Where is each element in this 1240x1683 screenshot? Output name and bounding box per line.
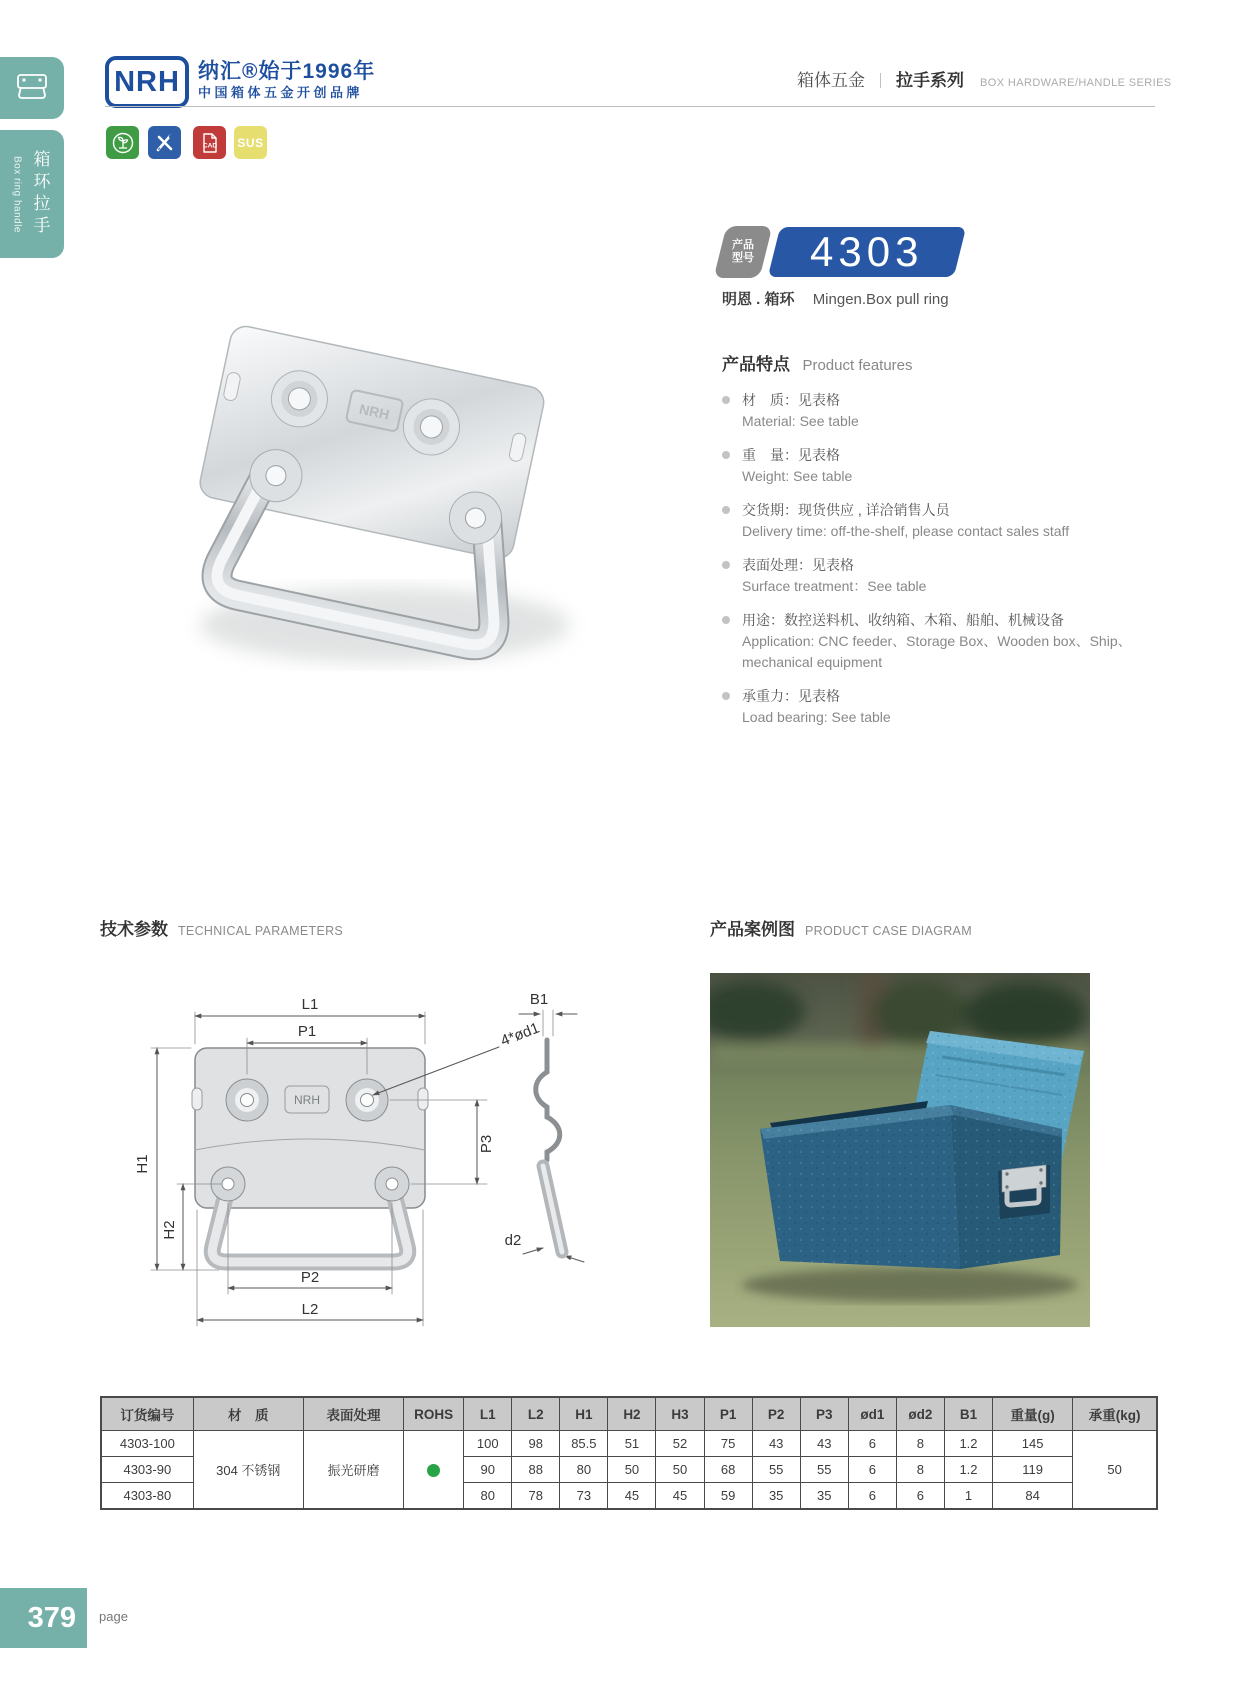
sidebar-category-card: [0, 57, 64, 119]
bullet-dot: [722, 616, 730, 624]
dim-p3: P3: [478, 1134, 495, 1154]
design-tools-icon: [153, 131, 177, 155]
section-technical-parameters: 技术参数 TECHNICAL PARAMETERS: [100, 920, 344, 939]
drawing-stamp: NRH: [294, 1093, 320, 1107]
product-name: [722, 288, 949, 309]
dim-d2: d2: [504, 1232, 522, 1249]
feature-surface: 表面处理：见表格 Surface treatment：See table: [722, 554, 1154, 597]
table-row: 4303-100 304 不锈钢 振光研磨 100 98 85.5 51 52 75 43 43 6 8 1.2 145 50: [101, 1431, 1157, 1457]
dim-h1: H1: [134, 1154, 151, 1174]
spec-table: [100, 1396, 1158, 1510]
page-label: page: [99, 1609, 128, 1624]
design-badge: [148, 126, 181, 159]
header-divider: [105, 106, 1155, 107]
bullet-dot: [722, 451, 730, 459]
model-number-banner: [768, 227, 966, 277]
rohs-cell: [404, 1431, 464, 1510]
table-row: 4303-80 80 78 73 45 45 59 35 35 6 6 1 84: [101, 1483, 1157, 1510]
sidebar-item-box-ring-handle: [0, 130, 64, 258]
sku-cell: 4303-100: [101, 1431, 193, 1457]
feature-application: 用途：数控送料机、收纳箱、木箱、船舶、机械设备 Application: CNC feeder、Storage Box、Wooden box、Ship、mechanical equipment: [722, 609, 1154, 673]
series-separator: ｜: [873, 73, 889, 90]
product-name-cn: 明恩 . 箱环: [722, 291, 795, 308]
features-title-en: Product features: [802, 357, 913, 374]
model-tag-text: 产品 型号: [732, 239, 754, 264]
material-cell: 304 不锈钢: [193, 1431, 303, 1510]
svg-text:CAD: CAD: [202, 142, 217, 149]
sidebar-label-cn: 箱环拉手: [30, 150, 50, 238]
product-photo-handle: [100, 290, 645, 710]
bullet-dot: [722, 396, 730, 404]
table-header-row: 订货编号 材 质 表面处理 ROHS L1 L2 H1 H2 H3 P1 P2 P3 ød1 ød2 B1 重量(g) 承重(kg): [101, 1397, 1157, 1431]
eco-plant-icon: [111, 131, 135, 155]
feature-delivery: 交货期：现货供应 , 详洽销售人员 Delivery time: off-the-shelf, please contact sales staff: [722, 499, 1154, 542]
bullet-dot: [722, 506, 730, 514]
cad-badge: [193, 126, 226, 159]
surface-cell: 振光研磨: [303, 1431, 403, 1510]
series-category: 箱体五金: [797, 71, 865, 90]
series-header: [797, 66, 1172, 91]
sidebar-label-en: Box ring handle: [11, 155, 23, 233]
sku-cell: 4303-90: [101, 1457, 193, 1483]
dim-h2: H2: [161, 1220, 178, 1240]
nrh-logo-text: NRH: [114, 65, 180, 98]
product-name-en: Mingen.Box pull ring: [812, 291, 949, 308]
dim-p1: P1: [297, 1023, 317, 1040]
feature-load: 承重力：见表格 Load bearing: See table: [722, 685, 1154, 728]
model-tag: [714, 226, 773, 278]
dim-hole: 4*ød1: [498, 1019, 542, 1050]
product-features: [722, 350, 1154, 740]
brand-title: 纳汇®始于1996年: [198, 60, 376, 83]
table-row: 4303-90 90 88 80 50 50 68 55 55 6 8 1.2 119: [101, 1457, 1157, 1483]
brand-subtitle: 中国箱体五金开创品牌: [198, 85, 364, 100]
feature-material: 材 质：见表格 Material: See table: [722, 389, 1154, 432]
dim-l1: L1: [301, 996, 319, 1013]
sus-icon: SUS: [237, 135, 264, 150]
chest-handle-icon: [13, 71, 51, 105]
dim-b1: B1: [529, 991, 549, 1008]
page-number-box: [0, 1588, 87, 1648]
series-name: 拉手系列: [896, 71, 965, 90]
features-title: [722, 350, 1154, 375]
technical-drawing: [95, 952, 655, 1352]
bullet-dot: [722, 561, 730, 569]
section-product-case: 产品案例图 PRODUCT CASE DIAGRAM: [710, 920, 972, 939]
sku-cell: 4303-80: [101, 1483, 193, 1510]
features-title-cn: 产品特点: [722, 355, 790, 374]
eco-badge: [106, 126, 139, 159]
case-box-handle: [998, 1165, 1050, 1219]
model-number: 4303: [810, 228, 924, 275]
feature-weight: 重 量：见表格 Weight: See table: [722, 444, 1154, 487]
rohs-pass-dot: [427, 1464, 440, 1477]
dim-l2: L2: [301, 1301, 319, 1318]
hero-stamp: NRH: [357, 400, 391, 423]
nrh-logo: [105, 56, 189, 108]
cad-file-icon: [198, 131, 222, 155]
page-number: 379: [27, 1602, 76, 1634]
load-cell: 50: [1073, 1431, 1157, 1510]
case-photo-cooler-box: [710, 973, 1090, 1327]
bullet-dot: [722, 692, 730, 700]
sus-badge: [234, 126, 267, 159]
series-name-en: BOX HARDWARE/HANDLE SERIES: [980, 77, 1172, 89]
dim-p2: P2: [300, 1269, 320, 1286]
